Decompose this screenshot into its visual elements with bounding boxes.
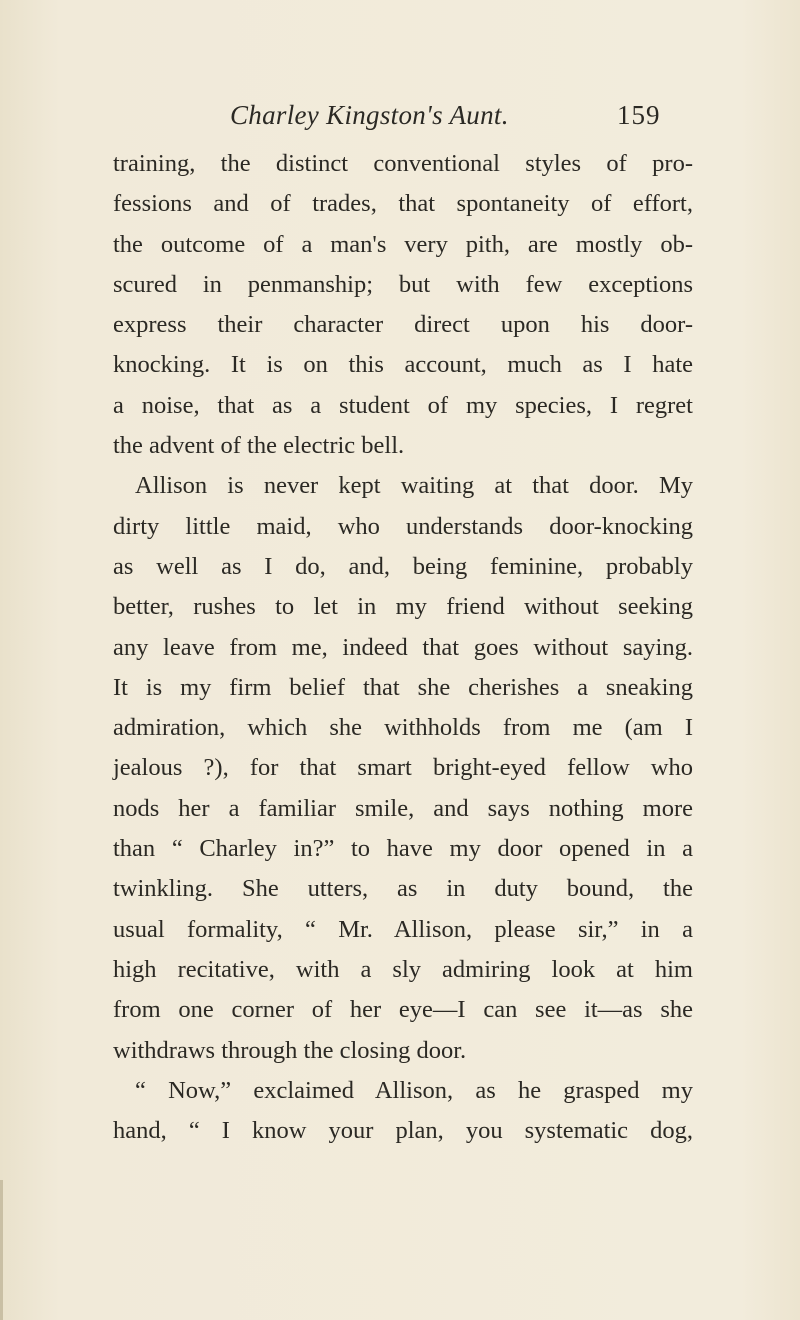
text-line: jealous ?), for that smart bright-eyed fellow who: [113, 754, 693, 782]
text-line: training, the distinct conventional styles of pro-: [113, 150, 693, 177]
text-line: better, rushes to let in my friend without seeking: [113, 593, 693, 621]
text-line: hand, “ I know your plan, you systematic dog,: [113, 1117, 693, 1145]
text-line: a noise, that as a student of my species, I regret: [113, 391, 693, 419]
page-number: 159: [617, 100, 661, 130]
text-line: nods her a familiar smile, and says nothing more: [113, 794, 693, 822]
text-line: express their character direct upon his door-: [113, 311, 693, 339]
running-title: Charley Kingston's Aunt.: [230, 100, 509, 130]
text-line: than “ Charley in?” to have my door opened in a: [113, 835, 693, 863]
text-line: from one corner of her eye—I can see it—as she: [113, 996, 693, 1024]
body-text: [113, 144, 693, 1151]
text-line: the outcome of a man's very pith, are mostly ob-: [113, 230, 693, 258]
text-line: “ Now,” exclaimed Allison, as he grasped my: [135, 1076, 693, 1104]
text-line: as well as I do, and, being feminine, probably: [113, 552, 693, 580]
text-line: any leave from me, indeed that goes without saying.: [113, 633, 693, 661]
text-line: high recitative, with a sly admiring look at him: [113, 955, 693, 983]
text-line: dirty little maid, who understands door-knocking: [113, 512, 693, 540]
text-line: twinkling. She utters, as in duty bound, the: [113, 875, 693, 903]
text-line: usual formality, “ Mr. Allison, please sir,” in a: [113, 915, 693, 943]
page-header: [0, 100, 800, 140]
text-line: It is my firm belief that she cherishes a sneaking: [113, 673, 693, 701]
page-edge-shadow: [0, 1180, 3, 1320]
text-line: Allison is never kept waiting at that door. My: [135, 472, 693, 500]
text-line: withdraws through the closing door.: [113, 1036, 467, 1064]
text-line: scured in penmanship; but with few exceptions: [113, 270, 693, 298]
text-line: fessions and of trades, that spontaneity of effort,: [113, 190, 693, 218]
text-line: knocking. It is on this account, much as I hate: [113, 351, 693, 379]
text-line: admiration, which she withholds from me (am I: [113, 714, 693, 742]
text-line: the advent of the electric bell.: [113, 432, 405, 460]
